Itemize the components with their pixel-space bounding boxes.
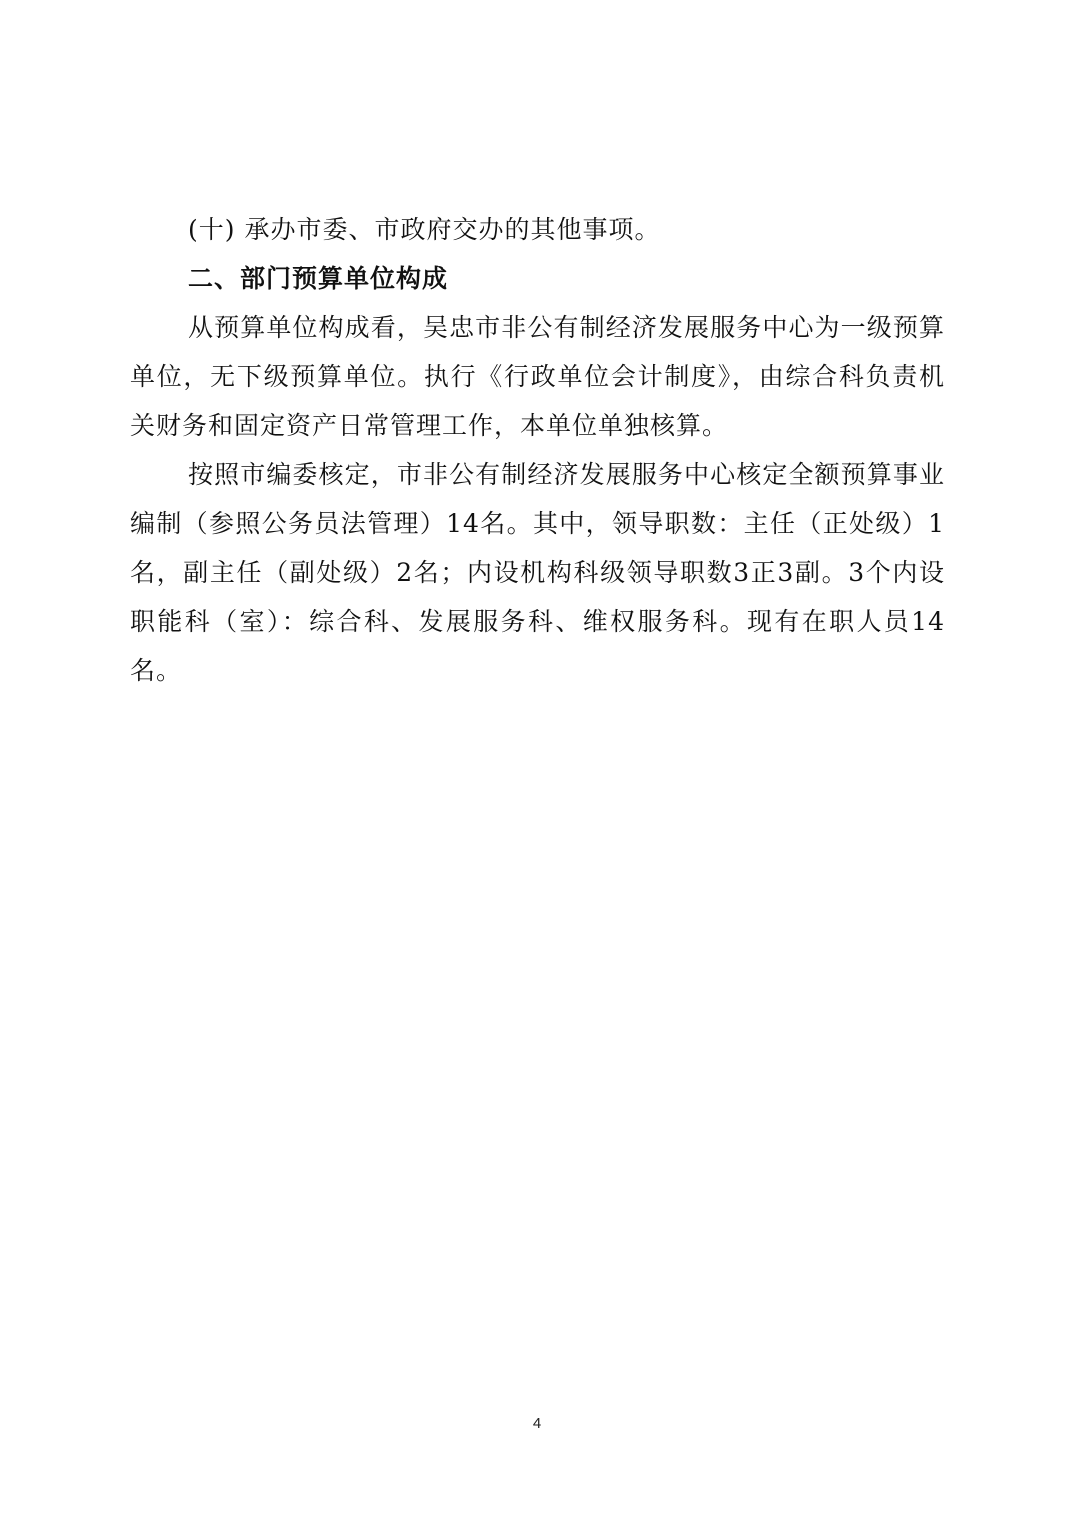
page-number: 4 — [532, 1415, 542, 1432]
section-heading: 二、部门预算单位构成 — [188, 264, 449, 293]
paragraph-item-ten: (十) 承办市委、市政府交办的其他事项。 — [188, 215, 661, 244]
paragraph-budget-composition: 从预算单位构成看，吴忠市非公有制经济发展服务中心为一级预算单位，无下级预算单位。执行《行政单位会计制度》，由综合科负责机关财务和固定资产日常管理工作，本单位单独核算。 — [130, 313, 945, 440]
paragraph-staffing: 按照市编委核定，市非公有制经济发展服务中心核定全额预算事业编制（参照公务员法管理）14名。其中，领导职数：主任（正处级）1名，副主任（副处级）2名；内设机构科级领导职数3正3副。3个内设职能科（室）：综合科、发展服务科、维权服务科。现有在职人员14名。 — [130, 460, 945, 685]
body-text — [130, 205, 945, 695]
